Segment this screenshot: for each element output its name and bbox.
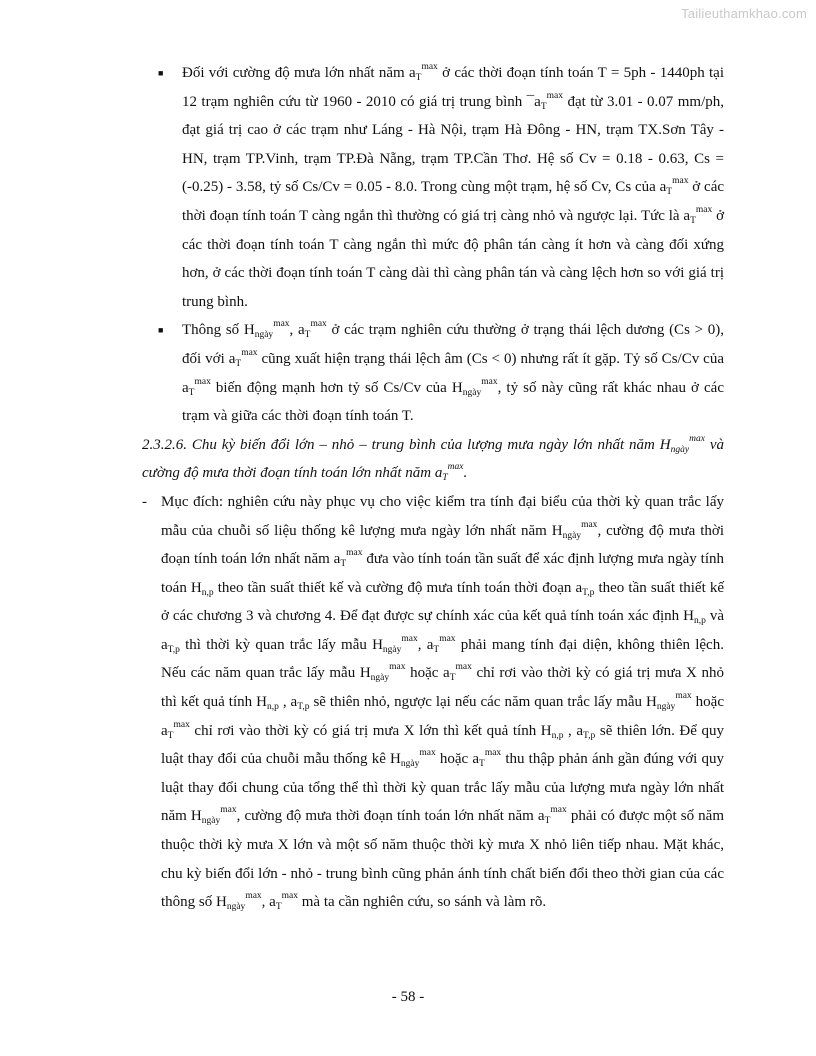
- bullet-square-icon: ■: [158, 325, 164, 336]
- superscript: max: [389, 662, 406, 673]
- watermark: Tailieuthamkhao.com: [681, 6, 807, 21]
- text-run: , a: [289, 322, 305, 339]
- superscript: max: [346, 548, 363, 559]
- text-run: ở các thời đoạn tính toán T càng ngắn thì thường có giá trị càng nhỏ và ngược lại. Tức là a: [182, 179, 725, 224]
- subscript: T: [690, 215, 696, 226]
- subscript: T: [479, 759, 485, 770]
- text-run: hoặc a: [405, 665, 450, 682]
- superscript: max: [194, 376, 211, 387]
- text-run: , tỷ số này cũng rất khác nhau ở các trạm và giữa các thời đoạn tính toán T.: [182, 379, 724, 425]
- subscript: T: [275, 902, 282, 913]
- superscript: max: [672, 176, 689, 187]
- superscript: max: [546, 90, 564, 101]
- text-run: , cường độ mưa thời đoạn tính toán lớn nhất năm a: [236, 808, 545, 825]
- text-run: theo tần suất thiết kế và cường độ mưa tính toán thời đoạn a: [213, 579, 583, 596]
- text-run: ở các trạm nghiên cứu thường ở trạng thái lệch dương (Cs > 0), đối với a: [182, 322, 724, 367]
- superscript: max: [481, 376, 498, 387]
- text-run: , a: [417, 636, 434, 653]
- text-run: sẽ thiên lớn. Để quy luật thay đổi của chuỗi mẫu thống kê H: [161, 722, 724, 768]
- superscript: max: [310, 319, 327, 330]
- subscript: T: [433, 644, 440, 655]
- superscript: max: [439, 633, 456, 644]
- text-run: chỉ rơi vào thời kỳ có giá trị mưa X nhỏ thì kết quả tính H: [161, 665, 724, 711]
- text-run: , a: [261, 894, 276, 911]
- subscript: ngày: [370, 673, 390, 684]
- subscript: T: [544, 816, 551, 827]
- subscript: T: [340, 558, 347, 569]
- text-run: ở các thời đoạn tính toán T càng ngắn thì mức độ phân tán càng ít hơn và càng đối xứng hơn, ở các thời đoạn tính toán T càng dài thì càng phân tán và càng lệch hơn so với giá trị trung bình.: [182, 207, 725, 310]
- subscript: T,p: [297, 701, 310, 712]
- text-run: Thông số H: [182, 322, 255, 339]
- subscript: n,p: [551, 730, 564, 741]
- dash-paragraph: [142, 488, 724, 917]
- subscript: T: [666, 187, 673, 198]
- subscript: ngày: [226, 902, 246, 913]
- text-run: mà ta cần nghiên cứu, so sánh và làm rõ.: [298, 894, 547, 911]
- text-run: theo tần suất thiết kế ở các chương 3 và chương 4. Để đạt được sự chính xác của kết quả tính toán xác định H: [161, 579, 724, 625]
- subscript: ngày: [201, 816, 221, 827]
- text-run: , a: [563, 722, 584, 739]
- superscript: max: [401, 633, 418, 644]
- subscript: T,p: [582, 587, 595, 598]
- superscript: max: [273, 319, 290, 330]
- superscript: max: [220, 805, 237, 816]
- bullet-paragraph-2: [142, 316, 724, 430]
- superscript: max: [675, 691, 692, 701]
- bullet-square-icon: ■: [158, 68, 164, 78]
- subscript: n,p: [266, 701, 279, 712]
- subscript: T: [235, 358, 242, 369]
- text-run: sẽ thiên nhỏ, ngược lại nếu các năm quan trắc lấy mẫu H: [309, 694, 657, 711]
- text-run: biến động mạnh hơn tỷ số Cs/Cv của H: [210, 379, 463, 396]
- subscript: T,p: [167, 644, 180, 655]
- text-run: đạt từ 3.01 - 0.07 mm/ph, đạt giá trị cao ở các trạm như Láng - Hà Nội, trạm Hà Đông - HN, trạm TX.Sơn Tây - HN, trạm TP.Vinh, trạm TP.Đà Nẵng, trạm TP.Cần Thơ. Hệ số Cv = 0.18 - 0.63, Cs = (-0.25) - 3.58, tỷ số Cs/Cv = 0.05 - 8.0. Trong cùng một trạm, hệ số Cv, Cs của a: [182, 93, 724, 196]
- page-body: [142, 59, 724, 917]
- subscript: ngày: [254, 330, 274, 341]
- subscript: T: [188, 387, 195, 398]
- superscript: max: [689, 433, 705, 444]
- superscript: max: [455, 662, 472, 673]
- text-run: Đối với cường độ mưa lớn nhất năm a: [182, 65, 416, 81]
- superscript: max: [581, 519, 598, 530]
- superscript: max: [421, 61, 438, 72]
- superscript: max: [419, 748, 436, 759]
- subscript: n,p: [201, 587, 214, 598]
- subscript: T: [449, 673, 456, 684]
- text-run: thu thập phản ánh gần đúng với quy luật thay đổi chung của tổng thể thì thời kỳ quan trắc lấy mẫu của lượng mưa ngày lớn nhất năm H: [161, 751, 724, 825]
- text-run: và a: [161, 608, 724, 653]
- text-run: .: [463, 465, 468, 482]
- subscript: T: [442, 473, 448, 484]
- text-run: cũng xuất hiện trạng thái lệch âm (Cs < 0) nhưng rất ít gặp. Tỷ số Cs/Cv của a: [182, 350, 724, 396]
- superscript: max: [281, 891, 299, 902]
- superscript: max: [241, 347, 258, 358]
- superscript: max: [173, 719, 190, 730]
- subscript: T: [540, 101, 547, 112]
- text-run: ở các thời đoạn tính toán T = 5ph - 1440ph tại 12 trạm nghiên cứu từ 1960 - 2010 có giá trị trung bình ¯a: [182, 65, 725, 110]
- subscript: ngày: [462, 387, 482, 398]
- subscript: n,p: [694, 616, 706, 627]
- text-run: và cường độ mưa thời đoạn tính toán lớn nhất năm a: [142, 436, 724, 482]
- superscript: max: [550, 805, 567, 816]
- text-run: Mục đích: nghiên cứu này phục vụ cho việc kiểm tra tính đại biểu của thời kỳ quan trắc lấy mẫu của chuỗi số liệu thống kê lượng mưa ngày lớn nhất năm H: [161, 493, 724, 539]
- text-run: phải có được một số năm thuộc thời kỳ mưa X lớn và một số năm thuộc thời kỳ mưa X nhỏ liên tiếp nhau. Mặt khác, chu kỳ biến đổi lớn - nhỏ - trung bình cũng phản ánh tính chất biến đổi theo thời gian của các thông số H: [161, 808, 725, 911]
- subscript: ngày: [382, 644, 402, 655]
- subscript: T: [304, 330, 311, 341]
- text-run: , a: [278, 694, 298, 711]
- page-number: - 58 -: [391, 989, 425, 1005]
- superscript: max: [245, 891, 262, 902]
- subscript: ngày: [670, 444, 690, 455]
- subscript: T: [415, 72, 422, 83]
- text-run: hoặc a: [435, 751, 479, 768]
- superscript: max: [447, 462, 464, 473]
- superscript: max: [484, 748, 502, 759]
- subscript: ngày: [656, 701, 676, 712]
- text-run: chỉ rơi vào thời kỳ có giá trị mưa X lớn thì kết quả tính H: [189, 722, 552, 739]
- superscript: max: [695, 204, 713, 215]
- text-run: đưa vào tính toán tần suất để xác định lượng mưa ngày tính toán H: [161, 551, 724, 596]
- bullet-paragraph-1: [142, 59, 724, 316]
- text-run: phải mang tính đại diện, không thiên lệch. Nếu các năm quan trắc lấy mẫu H: [161, 636, 724, 682]
- text-run: 2.3.2.6. Chu kỳ biến đổi lớn – nhỏ – trung bình của lượng mưa ngày lớn nhất năm H: [142, 436, 671, 453]
- subscript: ngày: [400, 759, 420, 770]
- text-run: hoặc a: [161, 694, 724, 739]
- subscript: T,p: [583, 730, 596, 741]
- section-heading: [142, 431, 724, 488]
- text-run: thì thời kỳ quan trắc lấy mẫu H: [179, 636, 383, 653]
- dash-marker: -: [142, 493, 147, 510]
- text-run: , cường độ mưa thời đoạn tính toán lớn nhất năm a: [161, 522, 724, 568]
- subscript: T: [167, 730, 174, 741]
- subscript: ngày: [562, 530, 582, 541]
